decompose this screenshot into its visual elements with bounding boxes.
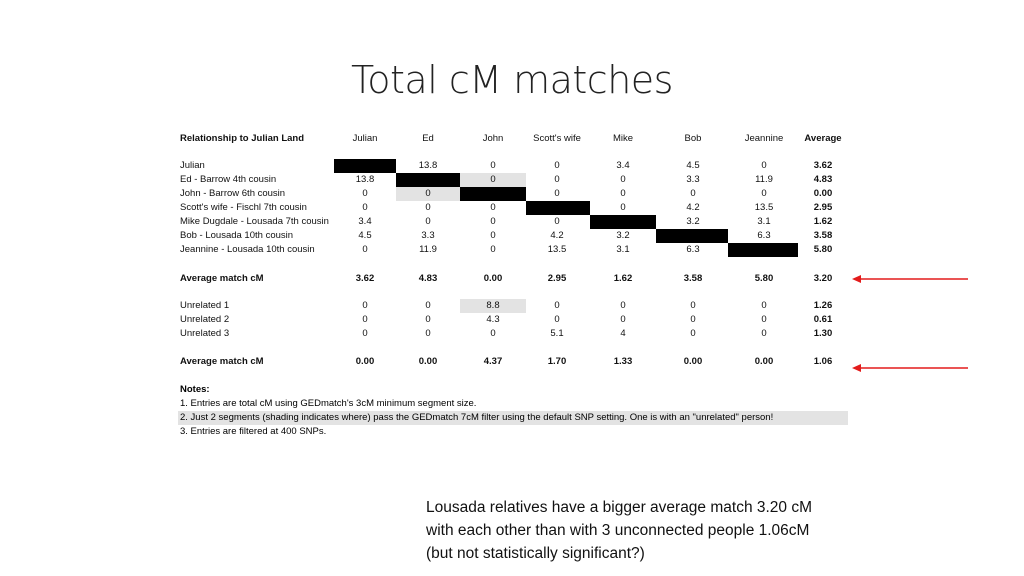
table-cell: 0.61 — [813, 314, 833, 325]
average-cell: 0.00 — [355, 356, 375, 367]
table-cell: 0 — [425, 314, 431, 325]
table-cell: 4.5 — [686, 160, 700, 171]
table-cell: 4.5 — [358, 230, 372, 241]
table-cell: 1.62 — [813, 216, 833, 227]
table-cell: 0 — [425, 328, 431, 339]
table-cell: 0 — [620, 174, 626, 185]
average-cell: 4.37 — [483, 356, 503, 367]
conclusion-text — [426, 496, 812, 565]
average-cell: 1.06 — [813, 356, 833, 367]
diagonal-block — [590, 215, 656, 229]
diagonal-block — [460, 187, 526, 201]
table-cell: 0 — [761, 160, 767, 171]
table-cell: 0 — [490, 174, 496, 185]
table-cell: 0 — [690, 328, 696, 339]
row-label: Unrelated 2 — [180, 314, 230, 325]
table-cell: 0 — [362, 300, 368, 311]
table-cell: 4.3 — [486, 314, 500, 325]
note-item: 3. Entries are filtered at 400 SNPs. — [180, 426, 327, 437]
table-cell: 0 — [490, 202, 496, 213]
table-cell: 0 — [620, 188, 626, 199]
table-cell: 4.2 — [686, 202, 700, 213]
table-cell: 0 — [554, 174, 560, 185]
average-row-label: Average match cM — [180, 356, 264, 367]
table-cell: 0 — [690, 188, 696, 199]
table-cell: 0 — [620, 314, 626, 325]
notes — [180, 383, 773, 439]
table-cell: 0 — [425, 216, 431, 227]
table-cell: 3.3 — [421, 230, 435, 241]
row-label: Unrelated 3 — [180, 328, 230, 339]
average-cell: 3.62 — [355, 273, 375, 284]
table-cell: 3.4 — [616, 160, 630, 171]
row-label: John - Barrow 6th cousin — [180, 188, 286, 199]
table-cell: 13.5 — [754, 202, 774, 213]
table-cell: 0 — [554, 216, 560, 227]
table-cell: 0 — [490, 244, 496, 255]
table-cell: 0 — [761, 188, 767, 199]
table-cell: 0 — [490, 216, 496, 227]
table-cell: 4.2 — [550, 230, 564, 241]
arrow-average-unrelated — [852, 362, 972, 374]
table-cell: 11.9 — [419, 244, 437, 255]
row-label: Ed - Barrow 4th cousin — [180, 174, 277, 185]
average-row-label: Average match cM — [180, 273, 264, 284]
table-cell: 0.00 — [813, 188, 833, 199]
table-cell: 0 — [554, 160, 560, 171]
table-cell: 0 — [620, 300, 626, 311]
average-cell: 1.62 — [613, 273, 633, 284]
table-cell: 3.2 — [616, 230, 630, 241]
diagonal-block — [334, 159, 396, 173]
average-cell: 5.80 — [754, 273, 774, 284]
notes-heading: Notes: — [180, 384, 210, 395]
conclusion-line: (but not statistically significant?) — [426, 545, 645, 562]
average-cell: 0.00 — [754, 356, 774, 367]
table-cell: 0 — [425, 202, 431, 213]
table-cell: 5.1 — [550, 328, 564, 339]
table-cell: 0 — [362, 314, 368, 325]
diagonal-block — [656, 229, 728, 243]
note-item: 1. Entries are total cM using GEDmatch's 3cM minimum segment size. — [180, 398, 477, 409]
table-cell: 11.9 — [755, 174, 773, 185]
table-cell: 0 — [425, 300, 431, 311]
table-cell: 3.62 — [813, 160, 833, 171]
table-cell: 0 — [690, 314, 696, 325]
average-cell: 0.00 — [483, 273, 503, 284]
table-cell: 0 — [554, 188, 560, 199]
diagonal-block — [396, 173, 460, 187]
column-header: Scott's wife — [533, 133, 581, 144]
table-cell: 13.8 — [355, 174, 375, 185]
row-label: Julian — [180, 160, 205, 171]
table-cell: 0 — [490, 160, 496, 171]
average-cell: 4.83 — [418, 273, 438, 284]
table-cell: 4 — [620, 328, 626, 339]
conclusion-line: Lousada relatives have a bigger average match 3.20 cM — [426, 499, 813, 516]
table-cell: 0 — [362, 202, 368, 213]
average-cell: 1.33 — [613, 356, 633, 367]
row-label: Bob - Lousada 10th cousin — [180, 230, 294, 241]
average-cell: 0.00 — [683, 356, 703, 367]
table-cell: 2.95 — [813, 202, 833, 213]
column-header: Jeannine — [744, 133, 784, 144]
table-cell: 0 — [490, 230, 496, 241]
table-cell: 3.3 — [686, 174, 700, 185]
table-cell: 3.1 — [757, 216, 771, 227]
average-cell: 2.95 — [547, 273, 567, 284]
table-cell: 3.1 — [616, 244, 630, 255]
row-label: Unrelated 1 — [180, 300, 230, 311]
average-cell: 3.58 — [683, 273, 703, 284]
row-label: Jeannine - Lousada 10th cousin — [180, 244, 315, 255]
column-header: John — [482, 133, 504, 144]
row-label: Mike Dugdale - Lousada 7th cousin — [180, 216, 329, 227]
table-cell: 6.3 — [757, 230, 771, 241]
average-cell: 3.20 — [813, 273, 833, 284]
table-cell: 0 — [554, 314, 560, 325]
table-cell: 3.2 — [686, 216, 700, 227]
table-cell: 0 — [761, 314, 767, 325]
table-cell: 0 — [761, 328, 767, 339]
average-cell: 0.00 — [418, 356, 438, 367]
table-cell: 0 — [690, 300, 696, 311]
table-cell: 0 — [620, 202, 626, 213]
average-cell: 1.70 — [547, 356, 567, 367]
table-cell: 0 — [362, 244, 368, 255]
table-cell: 3.58 — [813, 230, 833, 241]
diagonal-block — [728, 243, 798, 257]
table-cell: 0 — [362, 328, 368, 339]
column-header: Bob — [684, 133, 702, 144]
column-header: Julian — [352, 133, 378, 144]
table-cell: 1.30 — [813, 328, 833, 339]
table-cell: 5.80 — [813, 244, 833, 255]
arrow-average-related — [852, 273, 972, 285]
slide-title: Total cM matches — [351, 58, 673, 102]
table-cell: 0 — [761, 300, 767, 311]
header-label: Relationship to Julian Land — [180, 133, 305, 144]
diagonal-block — [526, 201, 590, 215]
row-label: Scott's wife - Fischl 7th cousin — [180, 202, 307, 213]
table-cell: 1.26 — [813, 300, 833, 311]
table-cell: 13.5 — [547, 244, 567, 255]
column-header: Mike — [612, 133, 634, 144]
note-item: 2. Just 2 segments (shading indicates where) pass the GEDmatch 7cM filter using the default SNP setting. One is with an "unrelated" person! — [180, 412, 774, 423]
table-cell: 3.4 — [358, 216, 372, 227]
table-cell: 8.8 — [486, 300, 500, 311]
table-cell: 0 — [554, 300, 560, 311]
table-cell: 4.83 — [813, 174, 833, 185]
column-header: Ed — [422, 133, 434, 144]
table-cell: 13.8 — [418, 160, 438, 171]
column-header: Average — [804, 133, 842, 144]
table-cell: 0 — [490, 328, 496, 339]
table-cell: 0 — [362, 188, 368, 199]
conclusion-line: with each other than with 3 unconnected people 1.06cM — [426, 522, 810, 539]
table-cell: 0 — [425, 188, 431, 199]
table-cell: 6.3 — [686, 244, 700, 255]
